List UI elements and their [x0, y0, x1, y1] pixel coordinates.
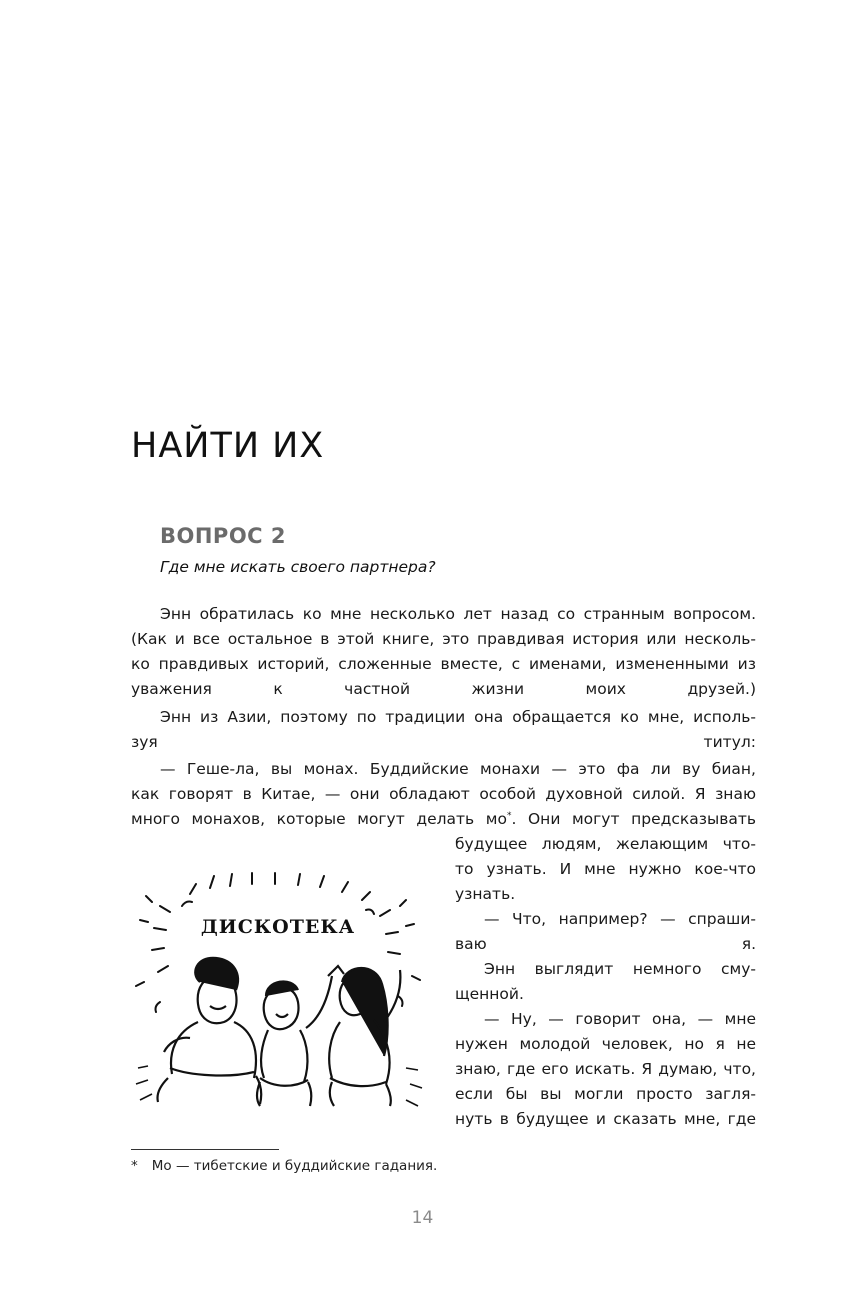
- column-text: [455, 832, 756, 1132]
- text-line: Энн выглядит немного сму-: [484, 960, 756, 978]
- dancer-left: [157, 958, 261, 1104]
- page-number: 14: [411, 1208, 434, 1228]
- text-fragment: много монахов, которые могут делать мо: [131, 810, 507, 828]
- dancer-right: [329, 968, 400, 1106]
- text-line: ваю я.: [455, 935, 756, 953]
- text-line: то узнать. И мне нужно кое-что: [455, 860, 756, 878]
- text-line: как говорят в Китае, — они обладают особой духовной силой. Я знаю: [131, 785, 756, 803]
- sign-text: ДИСКОТЕКА: [200, 916, 356, 938]
- text-line: — Что, например? — спраши-: [484, 910, 756, 928]
- footnote-divider: [131, 1149, 279, 1150]
- footnote-reference: *: [506, 811, 512, 821]
- text-line: Энн из Азии, поэтому по традиции она обращается ко мне, исполь-: [160, 708, 756, 726]
- text-line: (Как и все остальное в этой книге, это правдивая история или несколь-: [131, 630, 756, 648]
- text-line: узнать.: [455, 885, 516, 903]
- text-line: ко правдивых историй, сложенные вместе, с именами, измененными из: [131, 655, 756, 673]
- question-label: ВОПРОС 2: [160, 524, 287, 548]
- text-line: если бы вы могли просто загля-: [455, 1085, 756, 1103]
- text-line: [131, 807, 756, 832]
- footnote: [131, 1158, 437, 1174]
- paragraph-3: [131, 757, 756, 832]
- footnote-mark: *: [131, 1158, 138, 1174]
- text-line: — Геше-ла, вы монах. Буддийские монахи — это фа ли ву биан,: [160, 760, 756, 778]
- text-line: уважения к частной жизни моих друзей.): [131, 680, 756, 698]
- text-line: нужен молодой человек, но я не: [455, 1035, 756, 1053]
- text-line: нуть в будущее и сказать мне, где: [455, 1110, 756, 1128]
- chapter-title: НАЙТИ ИХ: [131, 426, 325, 466]
- paragraph-1: [131, 602, 756, 702]
- paragraph-2: [131, 705, 756, 755]
- text-line: будущее людям, желающим что-: [455, 835, 756, 853]
- text-fragment: . Они могут предсказывать: [511, 810, 756, 828]
- question-text: Где мне искать своего партнера?: [160, 558, 436, 576]
- text-line: зуя титул:: [131, 733, 756, 751]
- text-line: знаю, где его искать. Я думаю, что,: [455, 1060, 756, 1078]
- text-line: Энн обратилась ко мне несколько лет назад со странным вопросом.: [160, 605, 756, 623]
- disco-illustration: [130, 872, 432, 1107]
- text-line: — Ну, — говорит она, — мне: [484, 1010, 756, 1028]
- footnote-text: Мо — тибетские и буддийские гадания.: [151, 1158, 438, 1174]
- text-line: щенной.: [455, 985, 524, 1003]
